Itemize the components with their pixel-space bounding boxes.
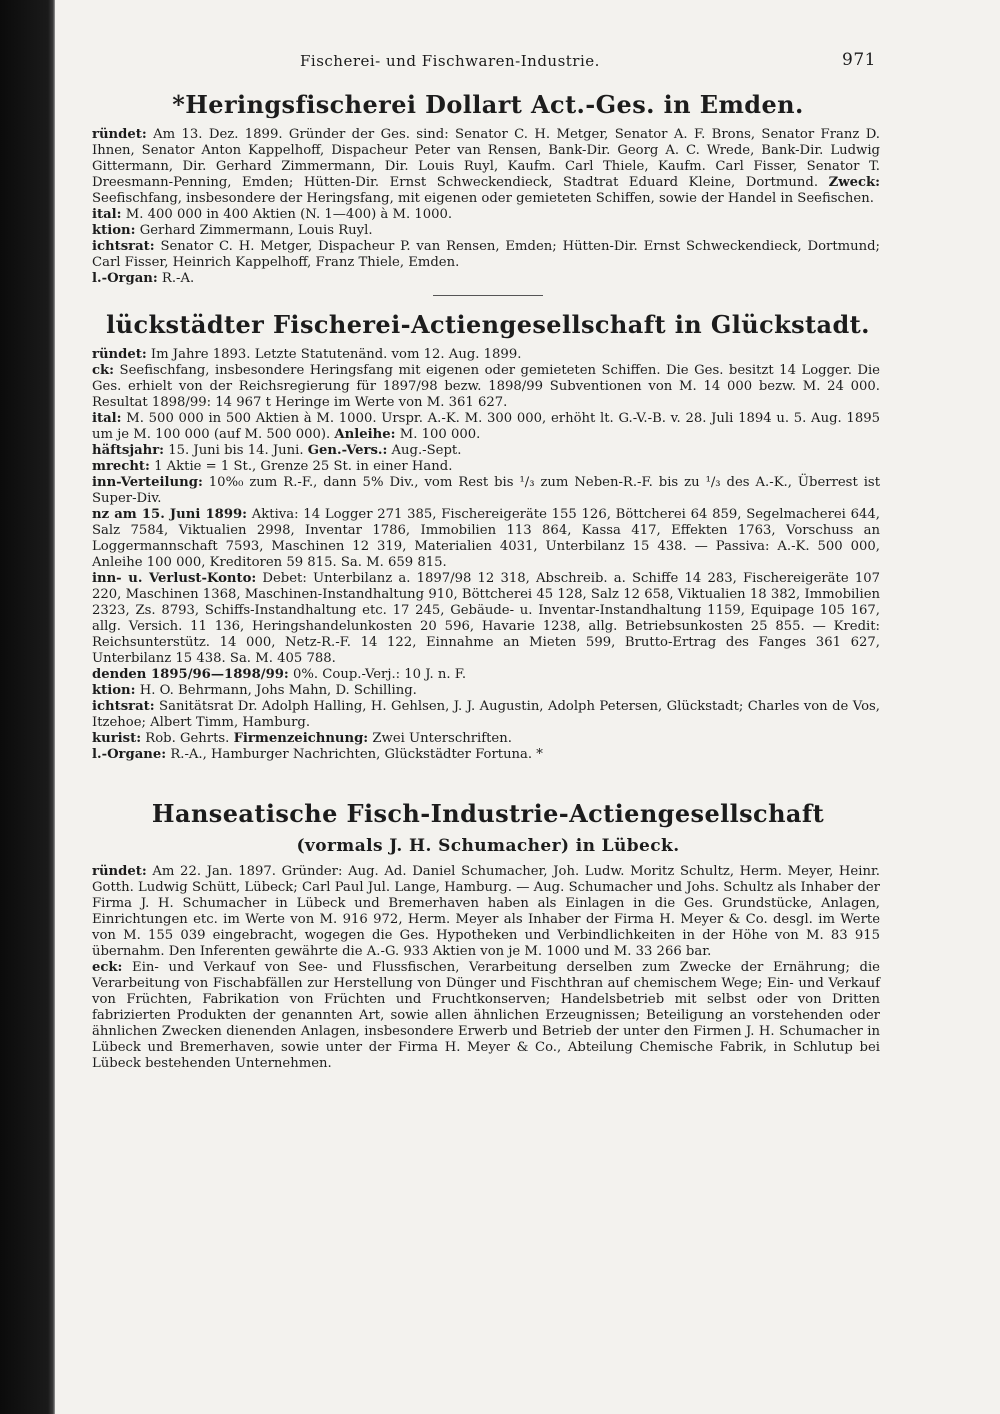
entry-text: Zwei Unterschriften. (368, 731, 512, 746)
entry-label: inn-Verteilung: (92, 475, 203, 490)
entry-label: l.-Organ: (92, 271, 158, 286)
entry-text: M. 100 000. (395, 427, 481, 442)
section-hanseatische-fisch-industrie (88, 799, 888, 1072)
entry-label: ichtsrat: (92, 699, 155, 714)
entry-text: Aug.-Sept. (387, 443, 462, 458)
entry-label: ichtsrat: (92, 239, 155, 254)
section-divider (433, 295, 543, 296)
entry-label: häftsjahr: (92, 443, 165, 458)
entry-text: M. 400 000 in 400 Aktien (N. 1—400) à M. 1000. (121, 207, 453, 222)
section-title: Hanseatische Fisch-Industrie-Actiengesellschaft (151, 799, 825, 828)
section-title: *Heringsfischerei Dollart Act.-Ges. in Emden. (172, 90, 804, 119)
entry-label: ital: (92, 207, 122, 222)
entry-label: nz am 15. Juni 1899: (92, 507, 248, 522)
running-title: Fischerei- und Fischwaren-Industrie. (300, 52, 600, 70)
entry-text: Im Jahre 1893. Letzte Statutenänd. vom 12. Aug. 1899. (146, 347, 522, 362)
entry-text: Sanitätsrat Dr. Adolph Halling, H. Gehlsen, J. J. Augustin, Adolph Petersen, Glückstadt; Charles von de Vos, Itzehoe; Albert Timm, Hamburg. (92, 699, 880, 730)
section-heringsfischerei-dollart (88, 90, 888, 296)
entry-text: Am 13. Dez. 1899. Gründer der Ges. sind: Senator C. H. Metger, Senator A. F. Brons, Senator Franz D. Ihnen, Senator Anton Kappelhoff, Dispacheur Peter van Rensen, Bank-Dir. Georg A. C. Wrede, Bank-Dir. Ludwig Gittermann, Dir. Gerhard Zimmermann, Dir. Louis Ruyl, Kaufm. Carl Thiele, Kaufm. Carl Fisser, Senator T. Dreesmann-Penning, Emden; Hütten-Dir. Ernst Schweckendieck, Stadtrat Eduard Kleine, Dortmund. (92, 127, 880, 190)
entry-label: ründet: (92, 864, 147, 879)
entry-text: 15. Juni bis 14. Juni. (164, 443, 308, 458)
entry-label: denden 1895/96—1898/99: (92, 667, 289, 682)
entry-text: Rob. Gehrts. (141, 731, 234, 746)
entry-text: Aktiva: 14 Logger 271 385, Fischereigeräte 155 126, Böttcherei 64 859, Segelmacherei 644, Salz 7584, Viktualien 2998, Inventar 1786, Immobilien 113 864, Kassa 417, Effekten 1763, Vorschuss an Loggermannschaft 7593, Maschinen 12 319, Materialien 4031, Unterbilanz 15 438. — Passiva: A.-K. 500 000, Anleihe 100 000, Kreditoren 59 815. Sa. M. 659 815. (92, 507, 880, 570)
entry-text: 1 Aktie = 1 St., Grenze 25 St. in einer Hand. (149, 459, 453, 474)
entry-text: Senator C. H. Metger, Dispacheur P. van Rensen, Emden; Hütten-Dir. Ernst Schweckendieck, Dortmund; Carl Fisser, Heinrich Kappelhoff, Franz Thiele, Emden. (92, 239, 880, 270)
entry-label: eck: (92, 960, 123, 975)
entry-label: ründet: (92, 127, 147, 142)
section-body (88, 864, 888, 1072)
page-header (88, 48, 888, 76)
section-subtitle: (vormals J. H. Schumacher) in Lübeck. (296, 836, 680, 856)
entry-label: ital: (92, 411, 122, 426)
entry-label: mrecht: (92, 459, 150, 474)
entry-text: 10%₀ zum R.-F., dann 5% Div., vom Rest bis ¹/₃ zum Neben-R.-F. bis zu ¹/₃ des A.-K., Überrest ist Super-Div. (92, 475, 880, 506)
entry-label: ktion: (92, 683, 136, 698)
entry-text: Gerhard Zimmermann, Louis Ruyl. (135, 223, 373, 238)
entry-label: Anleihe: (334, 427, 396, 442)
section-glueckstaedter-fischerei (88, 310, 888, 785)
entry-label: kurist: (92, 731, 142, 746)
section-body (88, 127, 888, 287)
section-title: lückstädter Fischerei-Actiengesellschaft in Glückstadt. (106, 310, 870, 339)
entry-text: Seefischfang, insbesondere Heringsfang mit eigenen oder gemieteten Schiffen. Die Ges. besitzt 14 Logger. Die Ges. erhielt von der Reichsregierung für 1897/98 bezw. 1898/99 Subventionen von M. 14 000 bezw. M. 24 000. Resultat 1898/99: 14 967 t Heringe im Werte von M. 361 627. (92, 363, 880, 410)
entry-label: ck: (92, 363, 115, 378)
entry-text: R.-A. (157, 271, 195, 286)
entry-label: ründet: (92, 347, 147, 362)
section-body (88, 347, 888, 763)
entry-text: Am 22. Jan. 1897. Gründer: Aug. Ad. Daniel Schumacher, Joh. Ludw. Moritz Schultz, Herm. Meyer, Heinr. Gotth. Ludwig Schütt, Lübeck; Carl Paul Jul. Lange, Hamburg. — Aug. Schumacher und Johs. Schultz als Inhaber der Firma J. H. Schumacher in Lübeck und Bremerhaven haben als Einlagen in die Ges. Grundstücke, Anlagen, Einrichtungen etc. im Werte von M. 916 972, Herm. Meyer als Inhaber der Firma H. Meyer & Co. desgl. im Werte von M. 155 039 eingebracht, wogegen die Ges. Hypotheken und Verbindlichkeiten in der Höhe von M. 83 915 übernahm. Den Inferenten gewährte die A.-G. 933 Aktien von je M. 1000 und M. 33 266 bar. (92, 864, 880, 959)
entry-label: l.-Organe: (92, 747, 167, 762)
entry-text: H. O. Behrmann, Johs Mahn, D. Schilling. (135, 683, 417, 698)
entry-text: Debet: Unterbilanz a. 1897/98 12 318, Abschreib. a. Schiffe 14 283, Fischereigeräte 107 220, Maschinen 1368, Maschinen-Instandhaltung 910, Böttcherei 45 128, Salz 12 658, Viktualien 18 382, Immobilien 2323, Zs. 8793, Schiffs-Instandhaltung etc. 17 245, Gebäude- u. Inventar-Instandhaltung 1159, Equipage 105 167, allg. Versich. 11 136, Heringshandelunkosten 20 596, Havarie 1238, allg. Betriebsunkosten 25 855. — Kredit: Reichsunterstütz. 14 000, Netz-R.-F. 14 122, Einnahme an Mieten 599, Brutto-Ertrag des Fanges 361 627, Unterbilanz 15 438. Sa. M. 405 788. (92, 571, 880, 666)
entry-text: R.-A., Hamburger Nachrichten, Glückstädter Fortuna. * (166, 747, 543, 762)
entry-label: ktion: (92, 223, 136, 238)
book-binding-edge (0, 0, 55, 1414)
entry-text: Seefischfang, insbesondere der Heringsfang, mit eigenen oder gemieteten Schiffen, sowie der Handel in Seefischen. (92, 191, 874, 206)
entry-label: Zweck: (828, 175, 880, 190)
entry-text: M. 500 000 in 500 Aktien à M. 1000. Urspr. A.-K. M. 300 000, erhöht lt. G.-V.-B. v. 28. Juli 1894 u. 5. Aug. 1895 um je M. 100 000 (auf M. 500 000). (92, 411, 880, 442)
entry-text: Ein- und Verkauf von See- und Flussfischen, Verarbeitung derselben zum Zwecke der Ernährung; die Verarbeitung von Fischabfällen zur Herstellung von Dünger und Fischthran auf chemischem Wege; Ein- und Verkauf von Früchten, Fabrikation von Früchten und Fruchtkonserven; Handelsbetrieb mit selbst oder von Dritten fabrizierten Produkten der genannten Art, sowie allen ähnlichen Erzeugnissen; Beteiligung an vorstehenden oder ähnlichen Zwecken dienenden Anlagen, insbesondere Erwerb und Betrieb der unter den Firmen J. H. Schumacher in Lübeck und Bremerhaven, sowie unter der Firma H. Meyer & Co., Abteilung Chemische Fabrik, in Schlutup bei Lübeck bestehenden Unternehmen. (92, 960, 880, 1071)
page-number: 971 (842, 50, 876, 70)
entry-label: Firmenzeichnung: (233, 731, 369, 746)
section-spacer (88, 763, 888, 785)
entry-label: inn- u. Verlust-Konto: (92, 571, 257, 586)
document-page (88, 48, 888, 1072)
entry-label: Gen.-Vers.: (307, 443, 388, 458)
entry-text: 0%. Coup.-Verj.: 10 J. n. F. (288, 667, 467, 682)
